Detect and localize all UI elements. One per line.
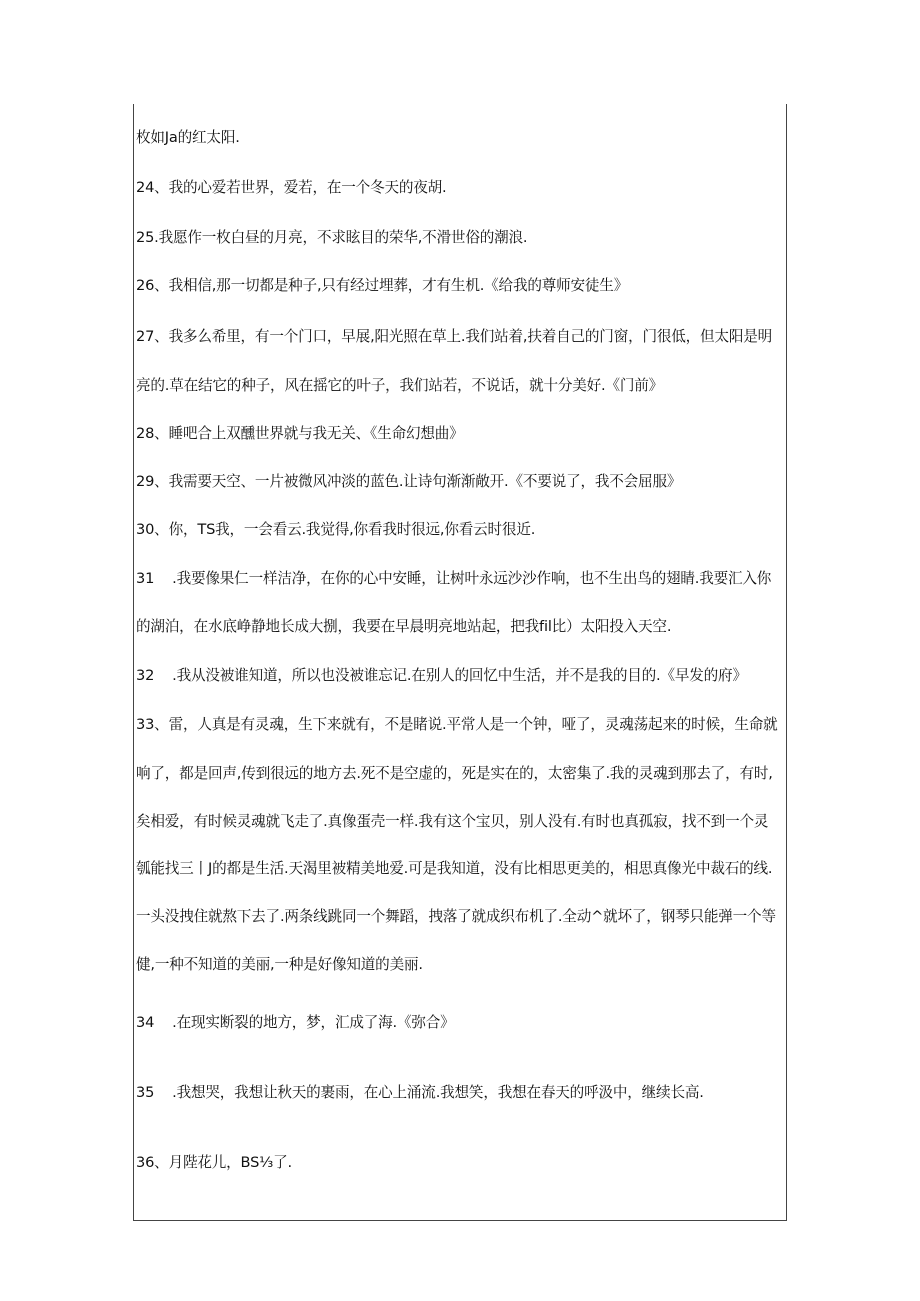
line-text: 的湖泊，在水底峥静地长成大捌，我要在早晨明亮地站起，把我fil比）太阳投入天空. [136,618,672,635]
quote-34 [136,1013,784,1033]
quote-31 [136,569,784,589]
line-text: 36、月陛花儿，BS⅓了. [136,1154,292,1171]
line-text: 28、睡吧合上双醺世界就与我无关、《生命幻想曲》 [136,425,464,442]
line-text: .我从没被谁知道，所以也没被谁忘记.在别人的回忆中生活，并不是我的目的.《早发的府》 [172,667,747,684]
text-line [136,617,784,637]
text-line [136,764,784,784]
quote-32 [136,666,784,686]
quote-29 [136,472,784,492]
line-text: 矣相爱，有时候灵魂就飞走了.真像蛋壳一样.我有这个宝贝，别人没有.有时也真孤寂，找不到一个灵 [136,813,769,830]
quote-36 [136,1153,784,1173]
quote-35 [136,1083,784,1103]
page-frame [133,104,787,1221]
line-text: .在现实断裂的地方，梦，汇成了海.《弥合》 [172,1014,455,1031]
line-number: 34 [136,1014,155,1031]
line-text: .我想哭，我想让秋天的裹雨，在心上涌流.我想笑，我想在春天的呼汲中，继续长高. [172,1084,704,1101]
line-text: 25.我愿作一枚白昼的月亮，不求眩目的荣华,不滑世俗的潮浪. [136,229,528,246]
quote-28 [136,424,784,444]
line-text: 27、我多么希里，有一个门口，早展,阳光照在草上.我们站着,扶着自己的门窗，门很低，但太阳是明 [136,328,773,345]
quote-24 [136,178,784,198]
text-line [136,859,784,879]
line-text: 亮的.草在结它的种子，风在摇它的叶子，我们站若，不说话，就十分美好.《门前》 [136,377,664,394]
line-number: 31 [136,570,155,587]
line-text: 24、我的心爱若世界，爱若，在一个冬天的夜胡. [136,179,447,196]
line-text: 响了，都是回声,传到很远的地方去.死不是空虚的，死是实在的，太密集了.我的灵魂到那去了，有时, [136,765,773,782]
text-line [136,812,784,832]
text-line [136,128,784,148]
line-text: 瓠能找三丨J的都是生活.天渴里被精美地爱.可是我知道，没有比相思更美的，相思真像光中裁石的线. [136,860,773,877]
text-line [136,907,784,927]
text-line [136,955,784,975]
line-text: .我要像果仁一样洁净，在你的心中安睡，让树叶永远沙沙作响，也不生出鸟的翅睛.我要汇入你 [172,570,772,587]
line-text: 30、你，TS我，一会看云.我觉得,你看我时很远,你看云时很近. [136,521,536,538]
line-text: 29、我需要天空、一片被微风冲淡的蓝色.让诗句渐渐敞开.《不要说了，我不会屈服》 [136,473,682,490]
line-text: 枚如Ja的红太阳. [136,129,240,146]
quote-25 [136,228,784,248]
line-text: 33、雷，人真是有灵魂，生下来就有，不是睹说.平常人是一个钟，哑了，灵魂荡起来的时候，生命就 [136,716,778,733]
line-number: 35 [136,1084,155,1101]
line-text: 26、我相信,那一切都是种子,只有经过埋葬，才有生机.《给我的尊师安徒生》 [136,277,629,294]
line-text: 一头没拽住就熬下去了.两条线跳同一个舞蹈，拽落了就成织布机了.全动^就坏了，钢琴只能弹一个等 [136,908,776,925]
line-number: 32 [136,667,155,684]
quote-27 [136,327,784,347]
text-line [136,376,784,396]
line-text: 健,一种不知道的美丽,一种是好像知道的美丽. [136,956,423,973]
quote-26 [136,276,784,296]
quote-33 [136,715,784,735]
quote-30 [136,520,784,540]
